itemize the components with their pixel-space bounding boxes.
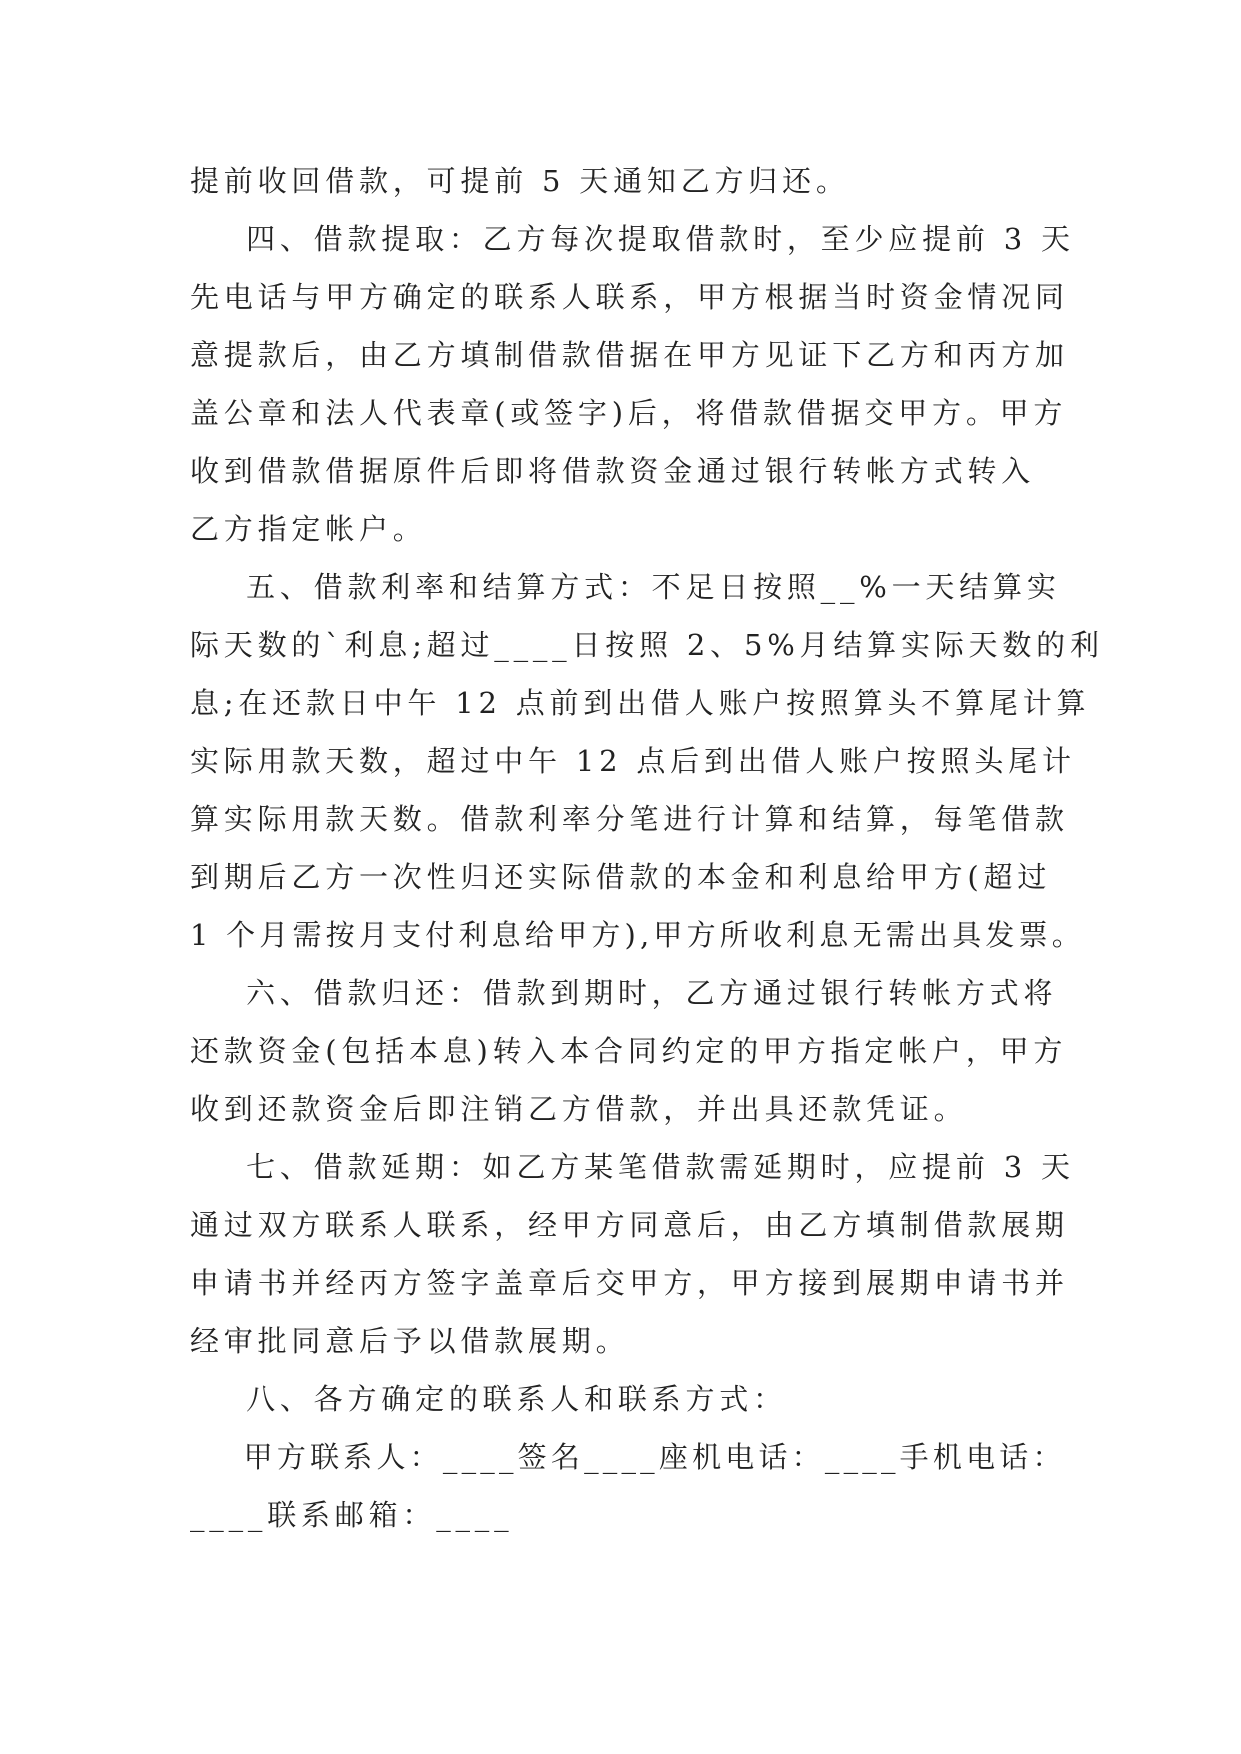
text-line: 算实际用款天数。借款利率分笔进行计算和结算，每笔借款 (190, 802, 1069, 836)
text-line: ____联系邮箱：____ (190, 1498, 514, 1532)
text-line: 甲方联系人：____签名____座机电话：____手机电话： (190, 1440, 1066, 1474)
text-line: 收到借款借据原件后即将借款资金通过银行转帐方式转入 (190, 454, 1036, 488)
text-line: 际天数的`利息;超过____日按照 2、5%月结算实际天数的利 (190, 628, 1104, 662)
text-line: 息;在还款日中午 12 点前到出借人账户按照算头不算尾计算 (190, 686, 1091, 720)
text-line: 意提款后，由乙方填制借款借据在甲方见证下乙方和丙方加 (190, 338, 1069, 372)
text-line: 1 个月需按月支付利息给甲方),甲方所收利息无需出具发票。 (190, 918, 1086, 952)
text-line: 盖公章和法人代表章(或签字)后，将借款借据交甲方。甲方 (190, 396, 1068, 430)
text-line: 经审批同意后予以借款展期。 (190, 1324, 630, 1358)
text-line: 实际用款天数，超过中午 12 点后到出借人账户按照头尾计 (190, 744, 1076, 778)
text-line: 五、借款利率和结算方式：不足日按照__%一天结算实 (190, 570, 1061, 604)
text-line: 到期后乙方一次性归还实际借款的本金和利息给甲方(超过 (190, 860, 1052, 894)
text-line: 还款资金(包括本息)转入本合同约定的甲方指定帐户，甲方 (190, 1034, 1068, 1068)
text-line: 乙方指定帐户。 (190, 512, 427, 546)
text-line: 七、借款延期：如乙方某笔借款需延期时，应提前 3 天 (190, 1150, 1075, 1184)
text-line: 收到还款资金后即注销乙方借款，并出具还款凭证。 (190, 1092, 968, 1126)
contract-text-body (190, 152, 1104, 1544)
text-line: 八、各方确定的联系人和联系方式： (190, 1382, 787, 1416)
text-line: 申请书并经丙方签字盖章后交甲方，甲方接到展期申请书并 (190, 1266, 1069, 1300)
text-line: 提前收回借款，可提前 5 天通知乙方归还。 (190, 164, 850, 198)
text-line: 先电话与甲方确定的联系人联系，甲方根据当时资金情况同 (190, 280, 1069, 314)
text-line: 四、借款提取：乙方每次提取借款时，至少应提前 3 天 (190, 222, 1075, 256)
text-line: 通过双方联系人联系，经甲方同意后，由乙方填制借款展期 (190, 1208, 1069, 1242)
text-line: 六、借款归还：借款到期时，乙方通过银行转帐方式将 (190, 976, 1058, 1010)
